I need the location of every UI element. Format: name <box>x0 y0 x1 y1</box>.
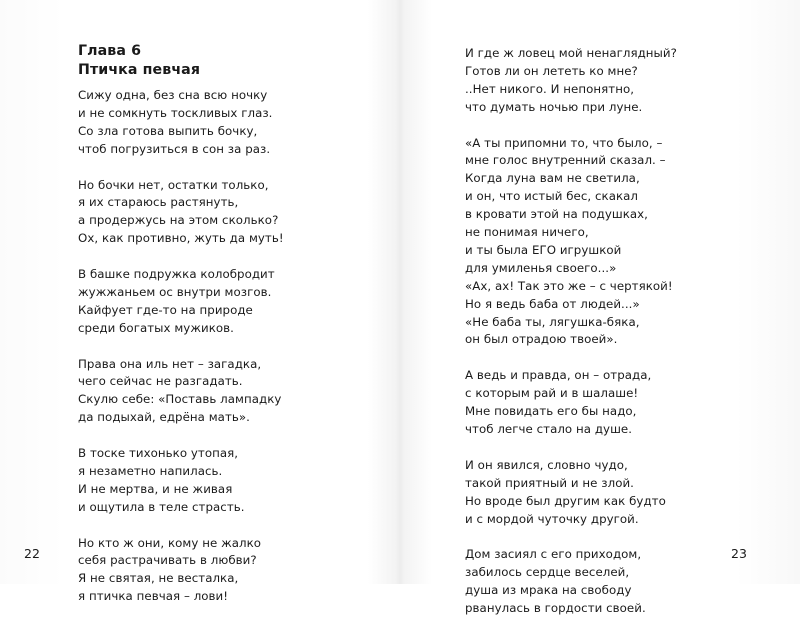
stanza <box>78 535 284 607</box>
poem-line: Дом засиял с его приходом, <box>465 547 642 562</box>
stanza <box>78 177 284 249</box>
poem-line: Но кто ж они, кому не жалко <box>78 535 262 550</box>
poem-line: мне голос внутренний сказал. – <box>465 153 666 168</box>
stanza <box>78 87 284 159</box>
poem-line: Скулю себе: «Поставь лампадку <box>78 392 282 407</box>
poem-line: А ведь и правда, он – отрада, <box>465 368 652 383</box>
poem-line: ..Нет никого. И непонятно, <box>465 81 635 96</box>
poem-line: И он явился, словно чудо, <box>465 457 628 472</box>
poem-line: Права она иль нет – загадка, <box>78 356 262 371</box>
right-page <box>402 0 800 616</box>
stanza <box>465 135 677 350</box>
poem-line: Но я ведь баба от людей...» <box>465 296 640 311</box>
poem-line: а продержусь на этом сколько? <box>78 213 279 228</box>
poem-line: душа из мрака на свободу <box>465 583 632 598</box>
chapter-heading <box>78 42 200 80</box>
poem-line: я незаметно напилась. <box>78 463 223 478</box>
stanza <box>465 457 677 529</box>
poem-line: с которым рай и в шалаше! <box>465 386 639 401</box>
stanza <box>78 266 284 338</box>
poem-line: себя растрачивать в любви? <box>78 553 257 568</box>
poem-line: и не сомкнуть тоскливых глаз. <box>78 105 273 120</box>
poem-line: Со зла готова выпить бочку, <box>78 123 258 138</box>
poem-line: И где ж ловец мой ненаглядный? <box>465 46 677 60</box>
poem-line: чего сейчас не разгадать. <box>78 374 243 389</box>
poem-line: В башке подружка колобродит <box>78 267 275 282</box>
poem-line: Когда луна вам не светила, <box>465 171 640 186</box>
poem-line: В тоске тихонько утопая, <box>78 446 239 461</box>
page-number-right: 23 <box>731 546 747 561</box>
stanza <box>465 45 677 117</box>
poem-line: Я не святая, не весталка, <box>78 571 239 586</box>
poem-line: «Ах, ах! Так это же – с чертякой! <box>465 278 673 293</box>
poem-line: в кровати этой на подушках, <box>465 207 648 222</box>
poem-line: среди богатых мужиков. <box>78 320 234 335</box>
poem-line: и ощутила в теле страсть. <box>78 499 245 514</box>
poem-line: Кайфует где-то на природе <box>78 302 253 317</box>
poem-left <box>78 87 284 606</box>
poem-line: жужжаньем ос внутри мозгов. <box>78 284 272 299</box>
left-page <box>0 0 398 604</box>
poem-line: Но вроде был другим как будто <box>465 493 666 508</box>
poem-right <box>465 45 677 618</box>
poem-line: и с мордой чуточку другой. <box>465 511 639 526</box>
chapter-title: Птичка певчая <box>78 62 201 78</box>
poem-line: Ох, как противно, жуть да муть! <box>78 231 284 246</box>
poem-line: и ты была ЕГО игрушкой <box>465 242 622 257</box>
poem-line: и он, что истый бес, скакал <box>465 189 639 204</box>
poem-line: «А ты припомни то, что было, – <box>465 135 663 150</box>
stanza <box>465 546 677 618</box>
poem-line: я птичка певчая – лови! <box>78 589 229 604</box>
poem-line: Мне повидать его бы надо, <box>465 404 637 419</box>
poem-line: забилось сердце веселей, <box>465 565 630 580</box>
stanza <box>465 367 677 439</box>
poem-line: И не мертва, и не живая <box>78 481 233 496</box>
poem-line: что думать ночью при луне. <box>465 99 643 114</box>
page-number-left: 22 <box>24 546 40 561</box>
stanza <box>78 445 284 517</box>
poem-line: чтоб легче стало на душе. <box>465 422 633 436</box>
poem-line: не понимая ничего, <box>465 225 589 240</box>
poem-line: чтоб погрузиться в сон за раз. <box>78 141 271 156</box>
poem-line: рванулась в гордости своей. <box>465 601 646 616</box>
poem-line: для умиленья своего...» <box>465 260 617 275</box>
poem-line: он был отрадою твоей». <box>465 332 618 347</box>
poem-line: Но бочки нет, остатки только, <box>78 177 269 192</box>
poem-line: Сижу одна, без сна всю ночку <box>78 88 268 102</box>
poem-line: такой приятный и не злой. <box>465 475 634 490</box>
poem-line: Готов ли он лететь ко мне? <box>465 63 638 78</box>
stanza <box>78 356 284 428</box>
poem-line: да подыхай, едрёна мать». <box>78 410 250 425</box>
chapter-number: Глава 6 <box>78 43 142 59</box>
poem-line: я их стараюсь растянуть, <box>78 195 239 210</box>
poem-line: «Не баба ты, лягушка-бяка, <box>465 314 640 329</box>
